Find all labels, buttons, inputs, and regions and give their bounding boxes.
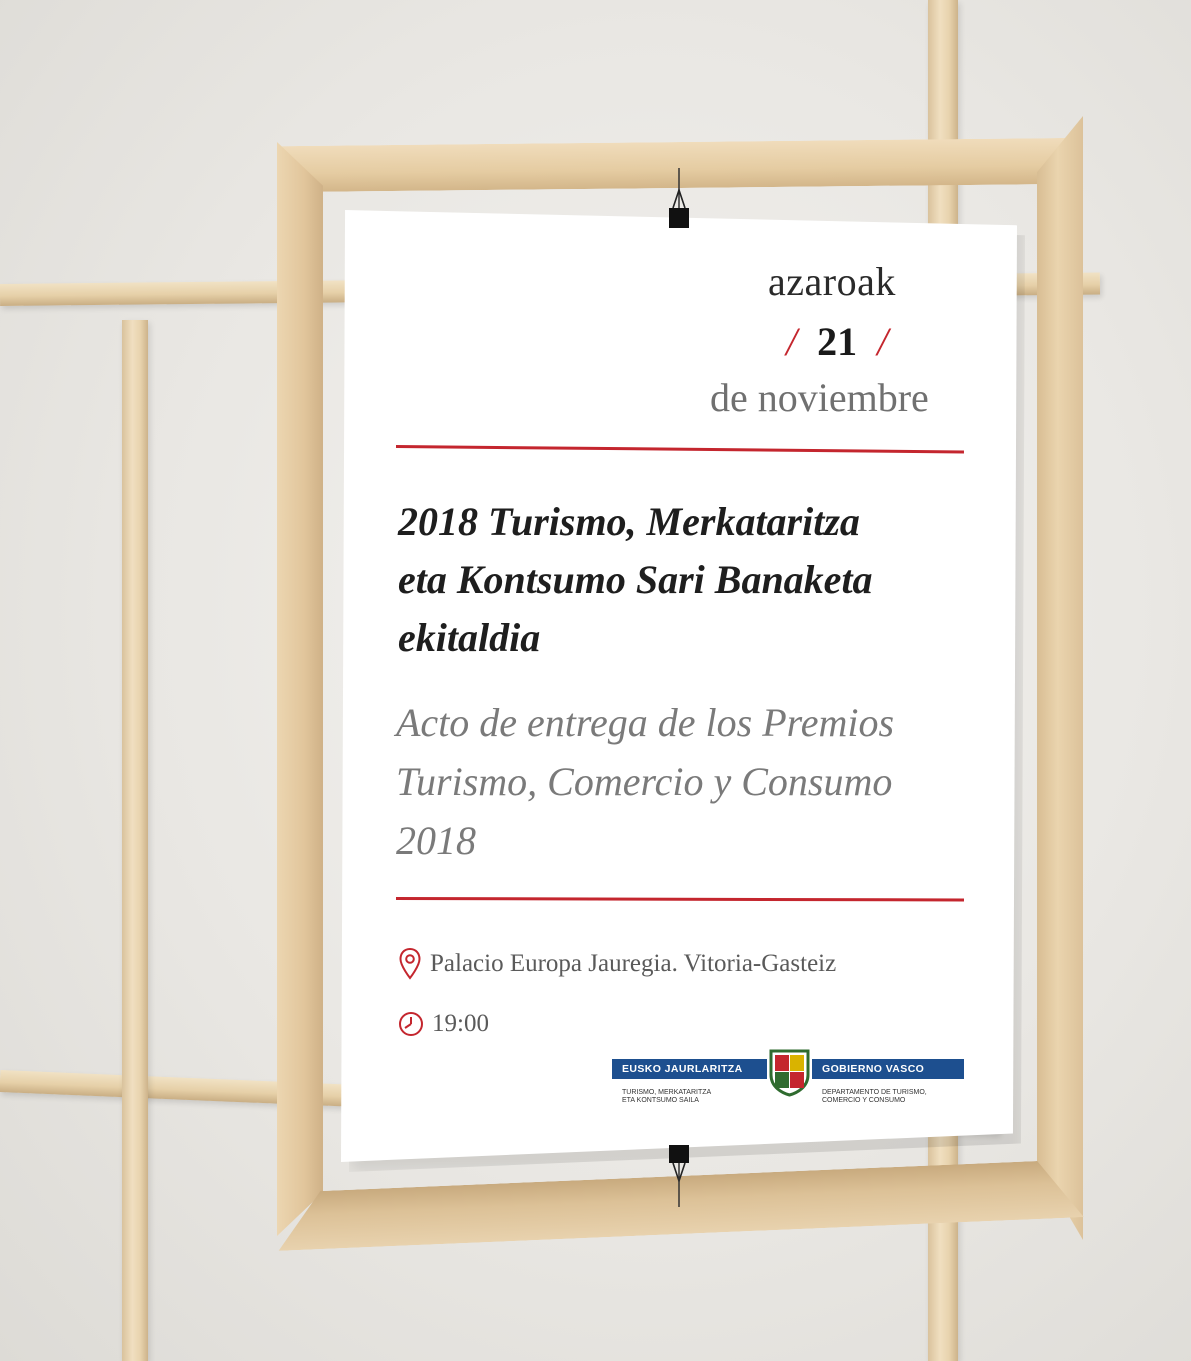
basque-government-logo (612, 1045, 964, 1103)
date-slash-left: / (786, 319, 798, 364)
title-basque-line: ekitaldia (398, 615, 541, 660)
coat-of-arms-icon (767, 1045, 812, 1097)
logo-subtitle-line: DEPARTAMENTO DE TURISMO, (822, 1089, 927, 1096)
logo-band-spanish: GOBIERNO VASCO (812, 1059, 964, 1079)
title-basque-line: 2018 Turismo, Merkataritza (398, 499, 860, 544)
time-row (398, 1010, 489, 1038)
title-spanish-line: Turismo, Comercio y Consumo (396, 759, 893, 804)
logo-subtitle-line: COMERCIO Y CONSUMO (822, 1097, 906, 1104)
date-slash-right: / (877, 319, 889, 364)
location-pin-icon (398, 947, 422, 981)
title-basque (398, 493, 988, 667)
logo-subtitle-spanish (822, 1089, 927, 1105)
vertical-stick-left (122, 320, 148, 1361)
location-row (398, 947, 836, 981)
title-spanish-line: Acto de entrega de los Premios (396, 700, 895, 745)
logo-subtitle-line: TURISMO, MERKATARITZA (622, 1089, 712, 1096)
logo-subtitle-basque (622, 1089, 711, 1105)
title-spanish-line: 2018 (396, 818, 476, 863)
title-basque-line: eta Kontsumo Sari Banaketa (398, 557, 873, 602)
binder-clip-top-icon (664, 168, 694, 232)
logo-band-basque: EUSKO JAURLARITZA (612, 1059, 767, 1079)
date-day-number: 21 (817, 319, 858, 364)
location-text: Palacio Europa Jauregia. Vitoria-Gasteiz (430, 950, 837, 977)
frame-left (277, 142, 323, 1236)
logo-subtitle-line: ETA KONTSUMO SAILA (622, 1097, 699, 1104)
frame-right (1037, 116, 1083, 1240)
binder-clip-bottom-icon (664, 1143, 694, 1209)
date-month-basque: azaroak (768, 259, 896, 304)
clock-icon (398, 1011, 424, 1037)
title-spanish (396, 693, 996, 870)
date-month-spanish: de noviembre (710, 375, 929, 420)
time-text: 19:00 (432, 1010, 489, 1037)
date-day (786, 318, 888, 365)
